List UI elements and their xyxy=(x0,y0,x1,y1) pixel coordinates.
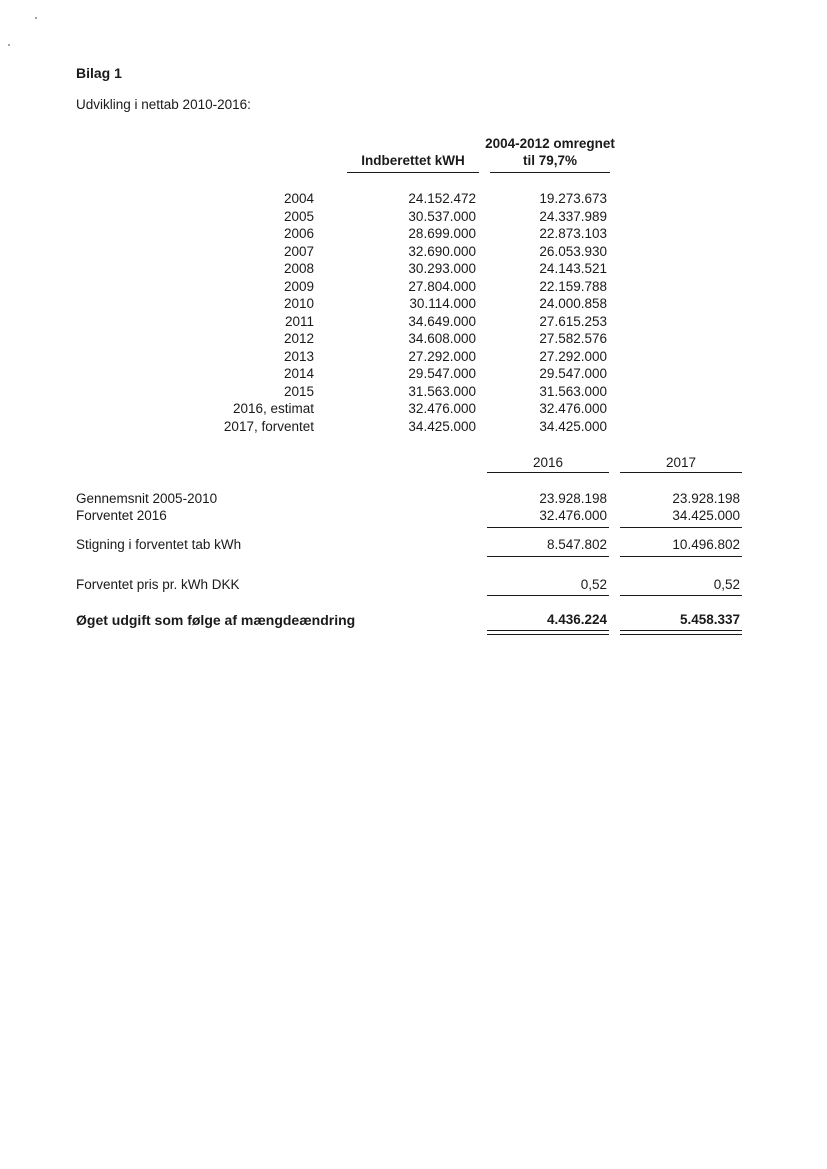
increase-2016: 8.547.802 xyxy=(546,537,607,552)
row-reported: 34.649.000 xyxy=(408,313,476,329)
document-heading: Bilag 1 xyxy=(76,65,122,81)
row-converted: 22.159.788 xyxy=(539,278,607,294)
double-underline-total-2016 xyxy=(487,630,609,635)
row-converted: 24.337.989 xyxy=(539,208,607,224)
row-converted: 32.476.000 xyxy=(539,401,607,416)
scan-speck xyxy=(8,44,10,46)
col-header-2016: 2016 xyxy=(532,455,564,470)
total-label: Øget udgift som følge af mængdeændring xyxy=(76,612,356,628)
row-converted: 27.582.576 xyxy=(539,331,607,346)
row-converted: 24.143.521 xyxy=(539,261,607,276)
underline-2016-header xyxy=(487,472,609,473)
expected-2017: 34.425.000 xyxy=(672,508,740,523)
total-2016: 4.436.224 xyxy=(546,612,607,627)
row-reported: 29.547.000 xyxy=(408,366,476,381)
increase-2017: 10.496.802 xyxy=(672,537,740,552)
row-label: 2016, estimat xyxy=(232,401,314,416)
row-reported: 30.537.000 xyxy=(408,208,476,224)
underline-expected-2016 xyxy=(487,527,609,528)
total-2017: 5.458.337 xyxy=(679,612,740,627)
underline-2017-header xyxy=(620,472,742,473)
row-reported: 30.114.000 xyxy=(409,296,476,311)
row-converted: 27.615.253 xyxy=(539,313,607,329)
price-2016: 0,52 xyxy=(580,577,607,592)
row-reported: 31.563.000 xyxy=(408,383,476,399)
col-header-reported: Indberettet kWH xyxy=(361,153,465,168)
row-label: 2017, forventet xyxy=(223,418,314,434)
header-underline-reported xyxy=(347,172,479,173)
col-header-2017: 2017 xyxy=(665,455,697,470)
row-label: 2007 xyxy=(283,243,314,259)
row-label: 2006 xyxy=(283,226,314,241)
row-label: 2009 xyxy=(283,278,314,294)
average-label: Gennemsnit 2005-2010 xyxy=(76,491,218,506)
row-converted: 29.547.000 xyxy=(539,366,607,381)
document-subtitle: Udvikling i nettab 2010-2016: xyxy=(76,97,251,112)
row-label: 2014 xyxy=(283,366,314,381)
double-underline-total-2017 xyxy=(620,630,742,635)
row-label: 2005 xyxy=(283,208,314,224)
expected-label: Forventet 2016 xyxy=(76,508,167,523)
scan-speck xyxy=(35,17,37,19)
average-2016: 23.928.198 xyxy=(539,491,607,506)
average-2017: 23.928.198 xyxy=(672,491,740,506)
row-converted: 26.053.930 xyxy=(539,243,607,259)
row-reported: 32.476.000 xyxy=(408,401,476,416)
row-reported: 27.292.000 xyxy=(408,348,476,364)
underline-increase-2016 xyxy=(487,556,609,557)
row-reported: 32.690.000 xyxy=(408,243,476,259)
underline-increase-2017 xyxy=(620,556,742,557)
underline-price-2017 xyxy=(620,595,742,596)
row-converted: 19.273.673 xyxy=(539,191,607,206)
row-reported: 34.425.000 xyxy=(408,418,476,434)
row-reported: 24.152.472 xyxy=(408,191,476,206)
row-converted: 31.563.000 xyxy=(539,383,607,399)
underline-expected-2017 xyxy=(620,527,742,528)
row-label: 2004 xyxy=(283,191,314,206)
row-label: 2010 xyxy=(283,296,314,311)
expected-2016: 32.476.000 xyxy=(539,508,607,523)
row-label: 2015 xyxy=(283,383,314,399)
price-label: Forventet pris pr. kWh DKK xyxy=(76,577,240,592)
col-header-converted-line2: til 79,7% xyxy=(522,153,578,168)
row-converted: 27.292.000 xyxy=(539,348,607,364)
increase-label: Stigning i forventet tab kWh xyxy=(76,537,242,552)
row-label: 2011 xyxy=(284,313,314,329)
col-header-converted-line1: 2004-2012 omregnet xyxy=(485,136,615,151)
row-converted: 22.873.103 xyxy=(539,226,607,241)
row-reported: 28.699.000 xyxy=(408,226,476,241)
row-label: 2013 xyxy=(283,348,314,364)
row-converted: 34.425.000 xyxy=(539,418,607,434)
row-label: 2012 xyxy=(283,331,314,346)
row-label: 2008 xyxy=(283,261,314,276)
header-underline-converted xyxy=(490,172,610,173)
row-converted: 24.000.858 xyxy=(539,296,607,311)
row-reported: 30.293.000 xyxy=(408,261,476,276)
price-2017: 0,52 xyxy=(713,577,740,592)
row-reported: 34.608.000 xyxy=(408,331,476,346)
row-reported: 27.804.000 xyxy=(408,278,476,294)
underline-price-2016 xyxy=(487,595,609,596)
